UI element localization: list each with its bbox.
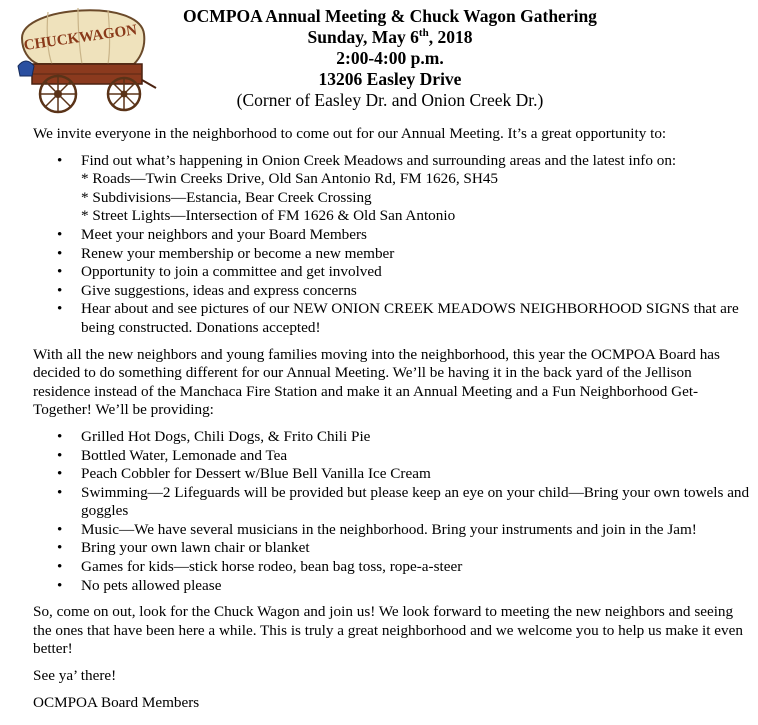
list-item: • No pets allowed please xyxy=(33,577,751,596)
letter-body xyxy=(33,125,751,712)
list-item: • Swimming—2 Lifeguards will be provided but please keep an eye on your child—Bring your own towels and goggles xyxy=(33,484,751,521)
list-item: • Opportunity to join a committee and get involved xyxy=(33,263,751,282)
event-title: OCMPOA Annual Meeting & Chuck Wagon Gathering xyxy=(183,6,597,26)
list-item: • Give suggestions, ideas and express concerns xyxy=(33,282,751,301)
sub-item-street-lights: * Street Lights—Intersection of FM 1626 & Old San Antonio xyxy=(81,207,456,225)
chuckwagon-logo xyxy=(8,4,158,116)
list-item: • Hear about and see pictures of our NEW ONION CREEK MEADOWS NEIGHBORHOOD SIGNS that are being constructed. Donations accepted! xyxy=(33,300,751,337)
agenda-list xyxy=(33,152,751,338)
list-item: • Meet your neighbors and your Board Members xyxy=(33,226,751,245)
intro-paragraph: We invite everyone in the neighborhood to come out for our Annual Meeting. It’s a great opportunity to: xyxy=(33,125,667,142)
see-ya-line: See ya’ there! xyxy=(33,667,117,685)
providing-list xyxy=(33,428,751,595)
event-location-note: (Corner of Easley Dr. and Onion Creek Dr.) xyxy=(236,90,544,110)
svg-text:CHUCKWAGON: CHUCKWAGON xyxy=(22,22,139,54)
list-item: • Music—We have several musicians in the neighborhood. Bring your instruments and join in the Jam! xyxy=(33,521,751,540)
closing-paragraph: So, come on out, look for the Chuck Wagon and join us! We look forward to meeting the new neighbors and seeing the ones that have been here a while. This is truly a great neighborhood and we welcome you to help us make it even better! xyxy=(33,603,743,658)
sub-item-subdivisions: * Subdivisions—Estancia, Bear Creek Crossing xyxy=(81,188,372,206)
gathering-paragraph: With all the new neighbors and young families moving into the neighborhood, this year the OCMPOA Board has decided to do something different for our Annual Meeting. We’ll be having it in the back yard of the Jellison residence instead of the Manchaca Fire Station and make it an Annual Meeting and a Fun Neighborhood Get-Together! We’ll be providing: xyxy=(33,345,720,419)
event-time: 2:00-4:00 p.m. xyxy=(336,48,444,68)
list-item: • Renew your membership or become a new member xyxy=(33,245,751,264)
event-date: Sunday, May 6th, 2018 xyxy=(307,27,473,47)
signature: OCMPOA Board Members xyxy=(33,693,200,711)
list-item: • Find out what’s happening in Onion Creek Meadows and surrounding areas and the latest info on: * Roads—Twin Creeks Drive, Old San Antonio Rd, FM 1626, SH45 * Subdivisions—Estancia, Bear Creek Crossing * Street Lights—Intersection of FM 1626 & Old San Antonio xyxy=(33,152,751,226)
event-header xyxy=(140,6,640,111)
event-address: 13206 Easley Drive xyxy=(318,69,462,89)
list-item: • Peach Cobbler for Dessert w/Blue Bell Vanilla Ice Cream xyxy=(33,465,751,484)
list-item: • Grilled Hot Dogs, Chili Dogs, & Frito Chili Pie xyxy=(33,428,751,447)
list-item: • Bring your own lawn chair or blanket xyxy=(33,539,751,558)
list-item: • Bottled Water, Lemonade and Tea xyxy=(33,447,751,466)
sub-item-roads: * Roads—Twin Creeks Drive, Old San Antonio Rd, FM 1626, SH45 xyxy=(81,170,499,188)
list-item: • Games for kids—stick horse rodeo, bean bag toss, rope-a-steer xyxy=(33,558,751,577)
